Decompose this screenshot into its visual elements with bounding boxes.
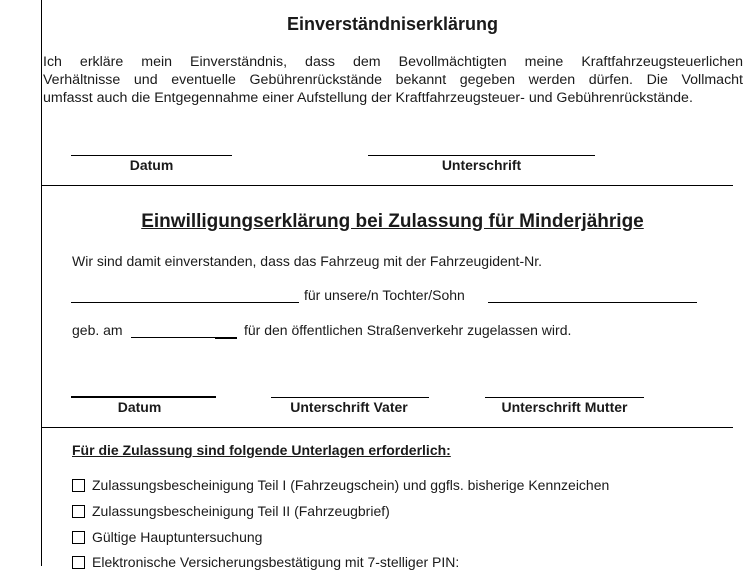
vehicle-id-field[interactable] [71,302,299,303]
birthdate-field-extra[interactable] [215,337,237,339]
section-divider-2 [41,427,733,428]
consent-line-2: Verhältnisse und eventuelle Gebührenrückstände bekannt gegeben werden dürfen. Die Vollmacht [43,72,743,88]
requirement-checkbox[interactable] [72,531,85,544]
consent-signature-line[interactable] [368,155,595,156]
requirement-label: Elektronische Versicherungsbestätigung mit 7-stelliger PIN: [92,554,460,570]
requirements-heading: Für die Zulassung sind folgende Unterlagen erforderlich: [72,442,451,458]
requirement-item [72,503,390,519]
requirement-item [72,529,262,545]
minor-consent-title: Einwilligungserklärung bei Zulassung für Minderjährige [141,211,644,232]
requirement-checkbox[interactable] [72,556,85,569]
consent-signature-label: Unterschrift [441,157,522,173]
requirement-label: Zulassungsbescheinigung Teil II (Fahrzeugbrief) [92,503,390,519]
requirement-label: Zulassungsbescheinigung Teil I (Fahrzeugschein) und ggfls. bisherige Kennzeichen [92,477,610,493]
page-left-border [41,0,42,566]
requirement-checkbox[interactable] [72,479,85,492]
consent-date-label: Datum [129,157,174,173]
child-name-field[interactable] [488,302,697,303]
father-signature-line[interactable] [271,397,429,398]
minor-date-line[interactable] [71,396,216,398]
requirement-item [72,554,459,570]
consent-title: Einverständniserklärung [286,14,499,34]
birthdate-suffix: für den öffentlichen Straßenverkehr zugelassen wird. [244,322,572,338]
father-signature-label: Unterschrift Vater [290,399,408,415]
birthdate-prefix: geb. am [72,322,123,338]
requirement-checkbox[interactable] [72,505,85,518]
minor-consent-line-1: Wir sind damit einverstanden, dass das Fahrzeug mit der Fahrzeugident-Nr. [72,253,542,269]
requirement-item [72,477,609,493]
section-divider-1 [41,185,733,186]
consent-date-line[interactable] [71,155,232,156]
mother-signature-line[interactable] [485,397,644,398]
minor-consent-for-child: für unsere/n Tochter/Sohn [304,287,465,303]
consent-line-3: umfasst auch die Entgegennahme einer Aufstellung der Kraftfahrzeugsteuer- und Gebührenrückstände. [43,90,693,106]
minor-date-label: Datum [117,399,162,415]
requirement-label: Gültige Hauptuntersuchung [92,529,263,545]
mother-signature-label: Unterschrift Mutter [501,399,628,415]
birthdate-field[interactable] [131,337,215,338]
consent-line-1: Ich erkläre mein Einverständnis, dass dem Bevollmächtigten meine Kraftfahrzeugsteuerlichen [43,54,743,70]
consent-paragraph [43,53,743,107]
